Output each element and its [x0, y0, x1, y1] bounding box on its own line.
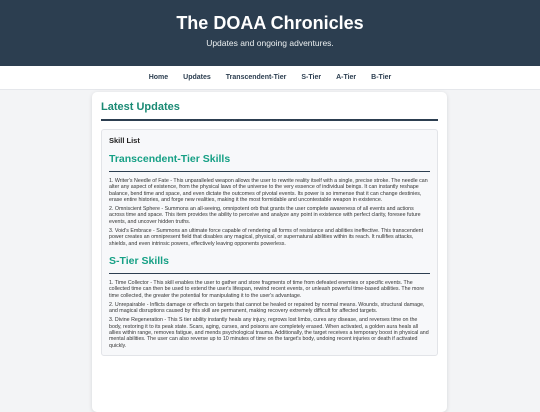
nav-link-a-tier[interactable]: A-Tier — [336, 74, 357, 81]
latest-updates-card — [92, 92, 447, 412]
nav-link-updates[interactable]: Updates — [183, 74, 211, 81]
card-title: Latest Updates — [101, 101, 438, 121]
skill-entry: 3. Void's Embrace - Summons an ultimate force capable of rendering all forms of resistance and abilities ineffective. This transcendent power creates an omnipresent field that disables any magical, physical, or supernatural abilities within its reach. It nullifies attacks, shields, and even intrinsic powers, effectively leaving opponents powerless. — [109, 228, 424, 247]
skill-list-panel — [101, 129, 438, 356]
skill-entry: 1. Writer's Needle of Fate - This unparalleled weapon allows the user to rewrite reality itself with a single, precise stroke. The needle can alter any aspect of existence, from the physical laws of the universe to the very essence of individual beings. It can instantly reshape balance, bend time and space, and even dictate the outcomes of pivotal events. Its power is so immense that it can change destinies, erase entire histories, and forge new realities, making it the most formidable and uncontestable weapon in existence. — [109, 178, 428, 203]
s-tier-section — [109, 255, 430, 349]
nav-link-b-tier[interactable]: B-Tier — [371, 74, 392, 81]
skill-entry: 2. Unrepairable - Inflicts damage or effects on targets that cannot be healed or repaired by normal means. Wounds, structural damage, and magical disruptions caused by this skill are permanent, making recovery extremely difficult for affected targets. — [109, 301, 425, 315]
skill-entry: 2. Omniscient Sphere - Summons an all-seeing, omnipotent orb that grants the user complete awareness of all events and actions across time and space. This item provides the ability to perceive and analyze any point in existence with perfect clarity, foresee future events, and uncover hidden truths. — [109, 206, 421, 225]
skill-list-label: Skill List — [109, 136, 140, 145]
section-title: S-Tier Skills — [109, 255, 430, 274]
nav-link-s-tier[interactable]: S-Tier — [301, 74, 322, 81]
skill-entry: 1. Time Collector - This skill enables the user to gather and store fragments of time from defeated enemies or specific events. The collected time can then be used to extend the user's lifespan, rewind recent events, or unleash powerful time-based abilities. The more time collected, the greater the potential for manipulating it to the user's advantage. — [109, 279, 425, 299]
site-title: The DOAA Chronicles — [176, 13, 364, 33]
transcendent-tier-section — [109, 153, 430, 247]
skill-entries — [109, 280, 430, 349]
site-header — [0, 0, 540, 66]
section-title: Transcendent-Tier Skills — [109, 153, 430, 172]
nav-link-transcendent-tier[interactable]: Transcendent-Tier — [225, 74, 287, 81]
skill-entries — [109, 178, 430, 247]
skill-entry: 3. Divine Regeneration - This S tier ability instantly heals any injury, regrows lost limbs, cures any disease, and reverses time on the body, restoring it to its peak state. Scars, aging, curses, and poisons are completely erased. When activated, a golden aura heals all allies within range, removes fatigue, and mends psychological trauma. Additionally, the target receives a temporary boost in physical and mental abilities. The user can also reverse up to 10 minutes of time on the target's body, undoing recent injuries or death if activated quickly. — [109, 317, 429, 349]
main-nav — [0, 66, 540, 90]
site-subtitle: Updates and ongoing adventures. — [206, 38, 334, 48]
nav-link-home[interactable]: Home — [148, 74, 169, 81]
